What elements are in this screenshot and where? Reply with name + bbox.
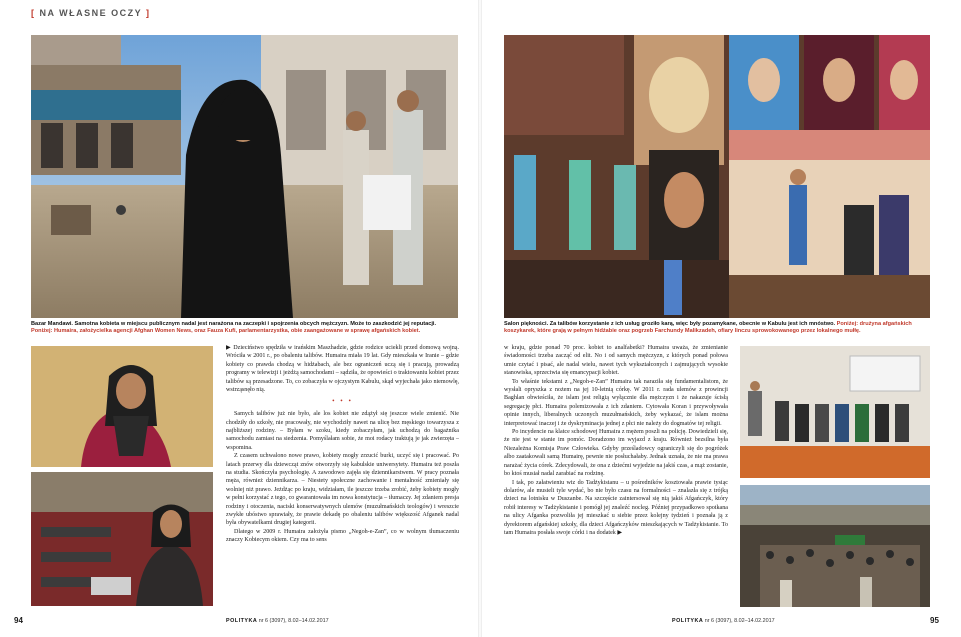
salon-photo-illustration [504,35,930,318]
photo-beauty-salon [504,35,930,318]
footer-right [672,618,775,624]
section-break-dots: • • • [332,397,353,406]
left-paragraph-3: Z czasem uchwalono nowe prawo, kobiety mogły zrzucić burki, uczyć się i pracować. Po latach przerwy dla dziewcząt znów otworzyły się kabulskie uniwersytety. Humaira też poszła na studia. Skończyła psychologię. A zawodowo zajęła się dziennikarstwem. W pracy poznała męża, również dziennikarza. – Niestety społeczne zachowanie i mentalność zmieniały się wolniej niż prawo. Jeżdżąc po kraju, widziałam, ile jeszcze trzeba zrobić, żeby kobiety mogły w pełni korzystać z tego, co gwarantowała im nowa konstytucja – tłumaczy. Jej zdaniem presja rodziny i otoczenia, naciski konserwatywnych ulemów (muzułmańskich teologów) i wreszcie zwykłe ubóstwo sprawiały, że prawie dekadę po obaleniu talibów większość Afganek nadal była obywatelkami drugiej kategorii. [226,453,459,527]
page-gutter [478,0,482,637]
photo-funeral-crowd [740,485,930,607]
footer-left [226,618,329,624]
photo-humaira-portrait [31,346,213,467]
folio-left: 94 [14,616,23,625]
folio-right: 95 [930,616,939,625]
footer-left-brand: POLITYKA [226,618,258,624]
footer-right-issue: nr 6 (3097), 8.02–14.02.2017 [704,618,775,624]
right-text-column [504,344,728,612]
caption-right-sub: Poniżej: drużyna afgańskich koszykarek, które grają w pełnym hidżabie oraz pogrzeb Farchundy Malikzadeh, ofiary linczu sprowokowanego przez lokalnego mułłę. [504,321,912,334]
right-paragraph-3: Po incydencie na klatce schodowej Humaira z mężem poszli na policję. Dowiedzieli się, że nie jest w stanie im pomóc. Doradzono im wyjazd z kraju. Również bezsilna była Niezależna Komisja Praw Człowieka. Gdyby prześladowcy ograniczyli się do pogróżek albo zaatakowali samą Humairę, pewnie nie posłuchałaby. Jednak uznała, że nie ma prawa narażać życia córek. Zdecydowali, że ona z dziećmi wyjedzie na jakiś czas, a mąż zostanie, bo ktoś musiał nadal zarabiać na rodzinę. [504,429,728,478]
right-paragraph-1: w kraju, gdzie ponad 70 proc. kobiet to analfabetki? Humaira uważa, że zmienianie świadomości trzeba zacząć od elit. No i od samych mężczyzn, z których ponad połowa umie czytać i pisać, ale nadal wielu, nawet tych wykształconych i zajmujących wysokie stanowiska, sprzeciwia się emancypacji kobiet. [504,345,728,377]
section-tag: [ NA WŁASNE OCZY ] [31,8,151,18]
photo-basketball-team [740,346,930,478]
portrait-illustration [31,346,213,467]
parliament-illustration [31,472,213,606]
left-paragraph-2: Samych talibów już nie było, ale los kobiet nie zdążył się jeszcze wiele zmienić. Nie chodziły do szkoły, nie pracowały, nie wychodziły nawet na ulicę bez męskiego towarzysza z najbliższej rodziny. – Byłam w szoku, kiedy zobaczyłam, jak uchodzą do bagażnika samochodu zamiast na siedzenia. Pomyślałam sobie, że moi rodacy traktują je jak zwierzęta – wspomina. [226,411,459,451]
basketball-illustration [740,346,930,478]
section-tag-label: NA WŁASNE OCZY [39,8,143,18]
left-paragraph-1: Dzieciństwo spędziła w irańskim Maszhadzie, gdzie rodzice uciekli przed domową wojną. Wróciła w 2001 r., po obaleniu talibów. Humaira miała 19 lat. Gdy mieszkała w Iranie – gdzie kobiety co prawda chodzą w hidżabach, ale bez ograniczeń uczą się i pracują, prowadzą programy w telewizji i jeżdżą samochodami – sądziła, że opowieści o traktowaniu kobiet przez talibów są przesadzone. To, co zobaczyła w ojczystym Kabulu, skąd wyjechała jako niemowlę, wstrząsnęło nią. [226,345,459,394]
right-paragraph-2: To właśnie tekstami z „Negoh-e-Zan” Humaira tak naraziła się fundamentalistom, że wysłali opryszka z nożem na jej 10-letnią córkę. W 2011 r. rada ulemów z prowincji Baghlan obwieściła, że islam jest religią wyłącznie dla mężczyzn i że nakazuje ścisłą segregację płci. Humaira polemizowała z ich zdaniem. Cytowała Koran i przywoływała opinie innych, liberalnych uczonych muzułmańskich, żeby wykazać, że islam można interpretować inaczej i że dyskryminacja jednej z płci nie należy do dogmatów tej religii. [504,378,728,427]
left-paragraph-4: Dlatego w 2009 r. Humaira założyła pismo „Negoh-e-Zan”, co w wolnym tłumaczeniu znaczy Kobiecym okiem. Czy ma to sens [226,528,459,544]
arrow-icon: ▶ [226,345,234,351]
caption-left [31,321,458,335]
footer-left-issue: nr 6 (3097), 8.02–14.02.2017 [258,618,329,624]
caption-right [504,321,930,335]
photo-parliament [31,472,213,606]
caption-left-sub: Poniżej: Humaira, założycielka agencji Afghan Women News, oraz Fauza Kufi, parlamentarzystka, obie zaangażowane w sprawę afgańskich kobiet. [31,327,421,334]
left-text-column [226,344,459,612]
right-paragraph-4: I tak, po załatwieniu wiz do Tadżykistanu – u pośredników kosztowała prawie tysiąc dolarów, ale musieli tyle wydać, bo nie było czasu na formalności – znalazła się z trójką dzieci na lotnisku w Duszanbe. Na szczęście zaintersował się nią jakiś Afgańczyk, który robił interesy w Tadżykistanie i pomógł jej znaleźć nocleg. Później przypadkowo spotkana na ulicy Afganka pozwoliła jej mieszkać u siebie przez kolejny tydzień i poznała ją z dyrektorem afgańskiej szkoły, dla dzieci Afgańczyków mieszkających w Tadżykistanie. To tam Humaira posłała swoje córki i na dodatek ▶ [504,479,728,536]
photo-bazaar-mandawi [31,35,458,318]
crowd-illustration [740,485,930,607]
footer-right-brand: POLITYKA [672,618,704,624]
caption-right-main: Salon piękności. Za talibów korzystanie z ich usług groziło karą, więc były pozamykane, obecnie w Kabulu jest ich mnóstwo. [504,321,836,327]
caption-left-main: Bazar Mandawi. Samotna kobieta w miejscu publicznym nadal jest narażona na zaczepki i spojrzenia obcych mężczyzn. Może to zaszkodzić jej reputacji. [31,321,437,327]
bazaar-photo-illustration [31,35,458,318]
